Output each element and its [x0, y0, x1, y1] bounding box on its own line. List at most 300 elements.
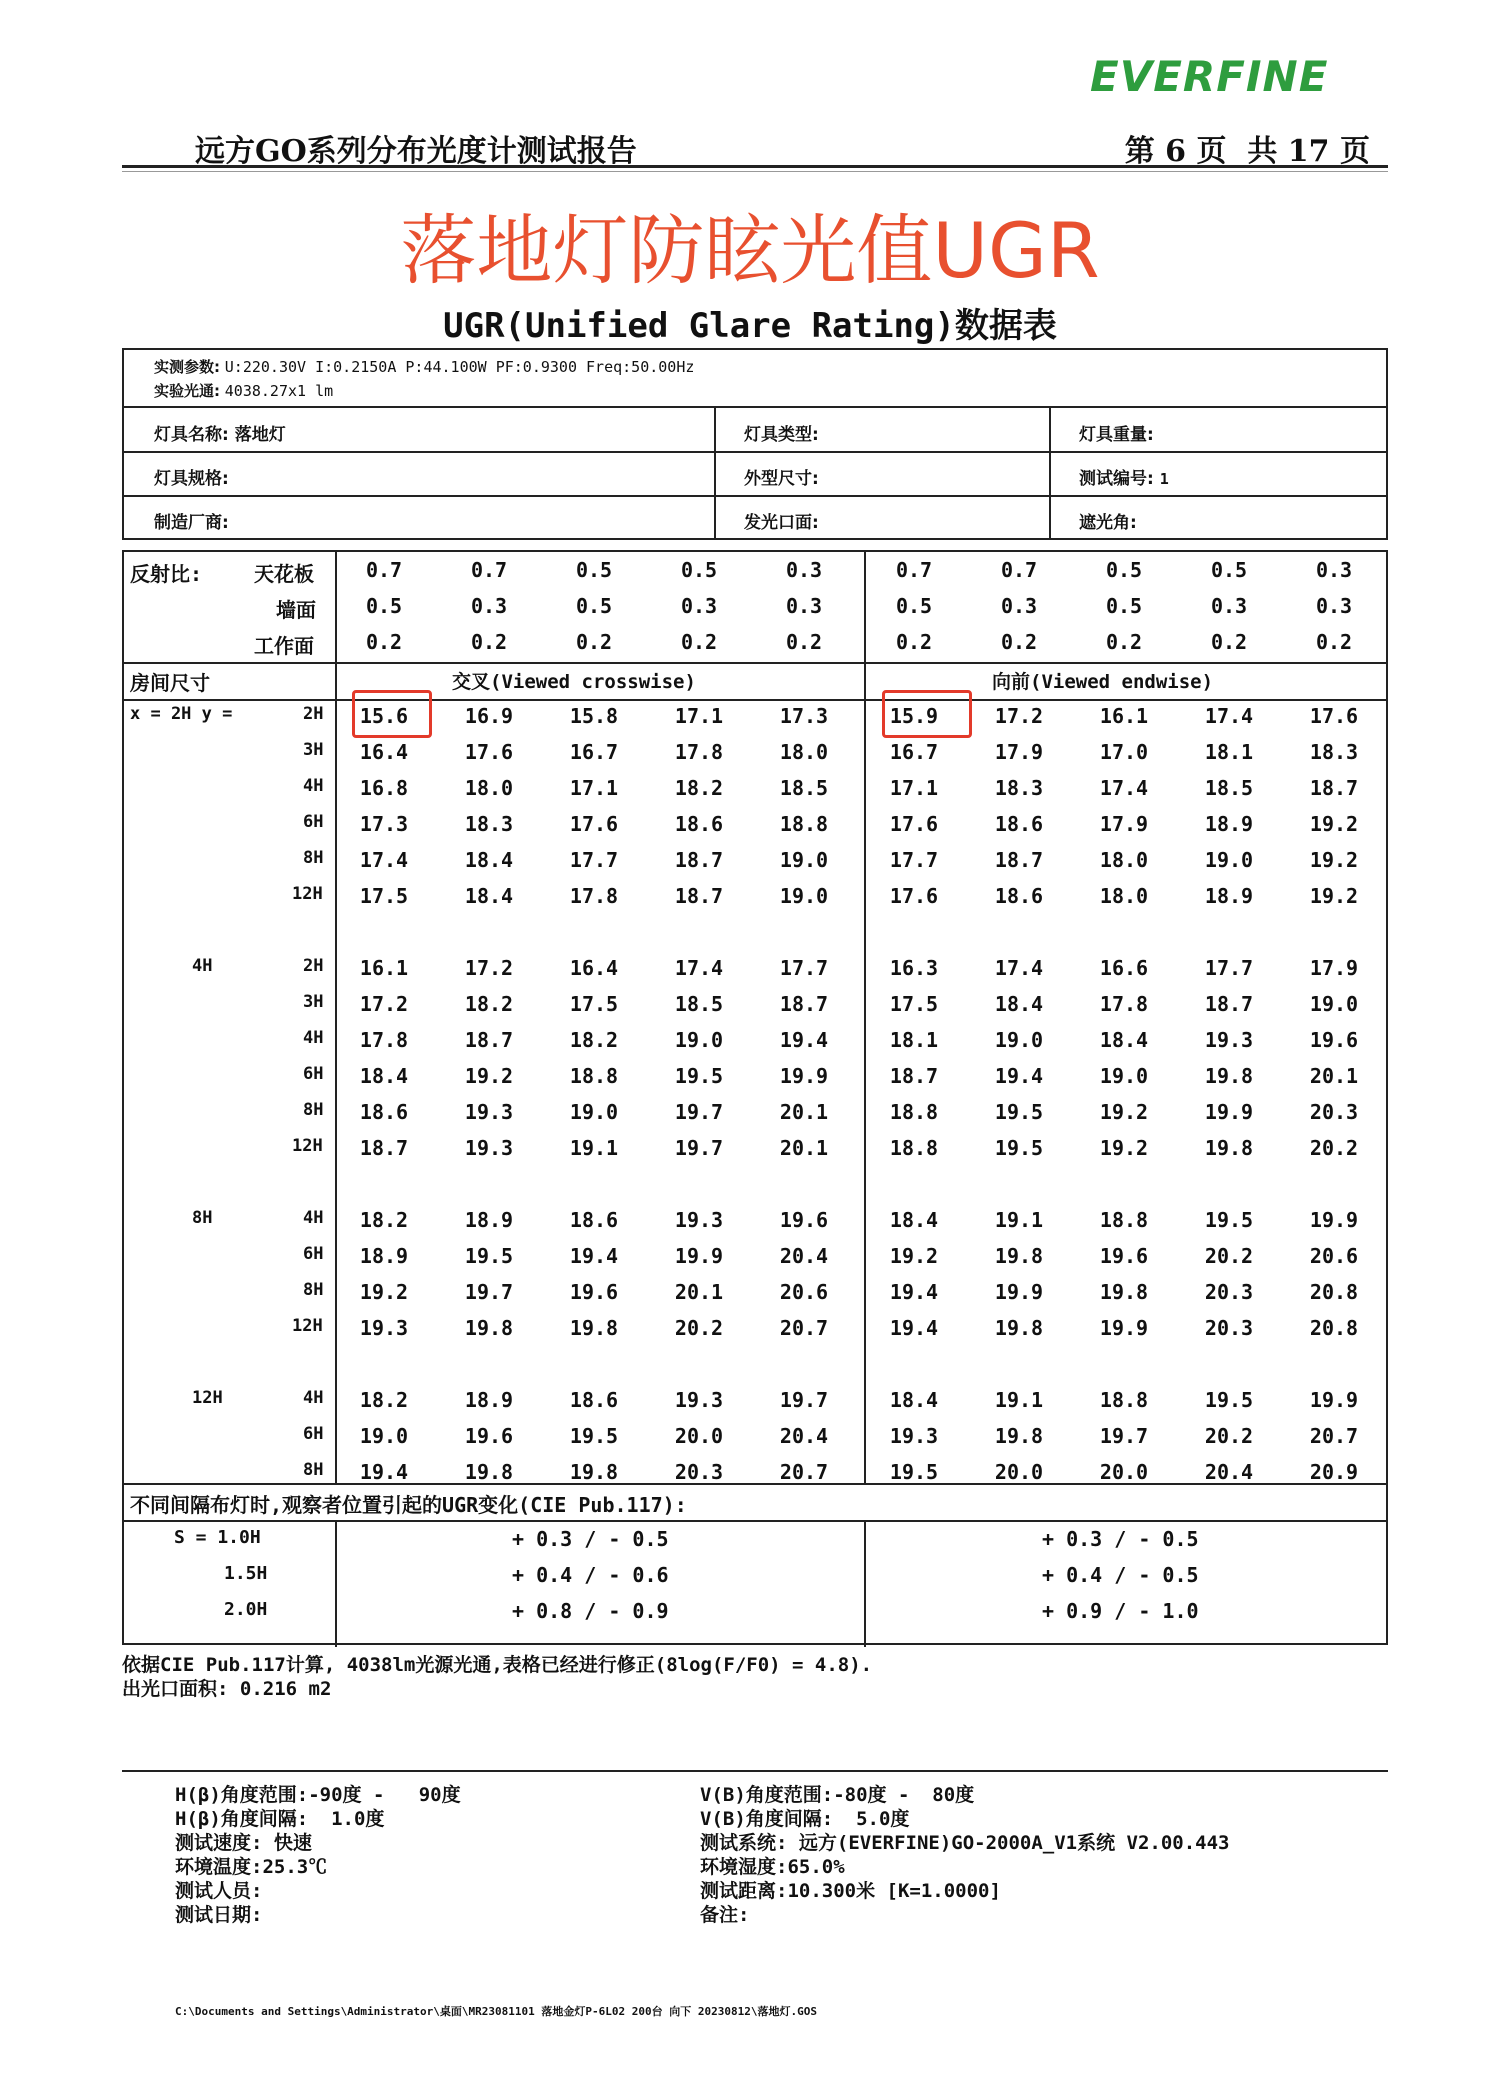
ugr-value: 18.0: [779, 740, 829, 764]
test-info-left: [175, 1783, 461, 1927]
ugr-value: 19.6: [1099, 1244, 1149, 1268]
reflect-label: 反射比:: [130, 562, 203, 586]
ugr-value: 18.3: [464, 812, 514, 836]
ugr-value: 17.5: [359, 884, 409, 908]
ugr-value: 19.8: [569, 1460, 619, 1484]
emit-label: 发光口面:: [744, 513, 819, 533]
ugr-value: 17.4: [674, 956, 724, 980]
ugr-value: 19.2: [1099, 1136, 1149, 1160]
ugr-value: 20.3: [1204, 1280, 1254, 1304]
ugr-value: 18.4: [464, 848, 514, 872]
ugr-value: 19.0: [1204, 848, 1254, 872]
ugr-value: 19.9: [1204, 1100, 1254, 1124]
ugr-value: 19.2: [889, 1244, 939, 1268]
ugr-value: 19.8: [994, 1244, 1044, 1268]
ugr-value: 18.2: [359, 1208, 409, 1232]
ugr-value: 17.7: [1204, 956, 1254, 980]
spacing-label: 2.0H: [224, 1599, 268, 1620]
ugr-value: 19.6: [779, 1208, 829, 1232]
ugr-value: 19.5: [464, 1244, 514, 1268]
ugr-value: 19.8: [464, 1316, 514, 1340]
ugr-value: 18.0: [1099, 848, 1149, 872]
ugr-value: 19.7: [1099, 1424, 1149, 1448]
ugr-value: 19.9: [1309, 1388, 1359, 1412]
ugr-value: 20.4: [779, 1244, 829, 1268]
ugr-value: 16.1: [1099, 704, 1149, 728]
test-info-item: 测试速度: 快速: [175, 1832, 312, 1854]
ugr-value: 18.9: [359, 1244, 409, 1268]
ugr-value: 19.8: [1204, 1064, 1254, 1088]
ugr-value: 20.6: [1309, 1244, 1359, 1268]
ugr-value: 19.0: [1309, 992, 1359, 1016]
ugr-value: 18.7: [994, 848, 1044, 872]
params-value-1: U:220.30V I:0.2150A P:44.100W PF:0.9300 Freq:50.00Hz: [224, 358, 695, 376]
ugr-value: 16.1: [359, 956, 409, 980]
spacing-crosswise: + 0.4 / - 0.6: [512, 1563, 669, 1587]
ugr-value: 16.8: [359, 776, 409, 800]
ugr-value: 15.9: [889, 704, 939, 728]
weight-label: 灯具重量:: [1079, 425, 1154, 445]
ugr-value: 17.3: [359, 812, 409, 836]
test-info-item: 环境湿度:65.0%: [700, 1856, 845, 1878]
ugr-value: 18.6: [569, 1208, 619, 1232]
ugr-value: 18.0: [1099, 884, 1149, 908]
ugr-value: 16.6: [1099, 956, 1149, 980]
highlight-endwise-box: [882, 690, 972, 738]
reflect-value: 0.5: [1105, 558, 1143, 582]
test-info-item: 测试人员:: [175, 1880, 263, 1902]
ugr-value: 19.8: [994, 1424, 1044, 1448]
reflect-value: 0.2: [1315, 630, 1353, 654]
params-value-2: 4038.27x1 lm: [224, 382, 334, 400]
ugr-value: 18.7: [889, 1064, 939, 1088]
ugr-value: 18.0: [464, 776, 514, 800]
ugr-value: 18.8: [889, 1100, 939, 1124]
ugr-value: 17.4: [359, 848, 409, 872]
ugr-value: 18.2: [359, 1388, 409, 1412]
endwise-label: 向前(Viewed endwise): [992, 671, 1214, 693]
reflect-row-label: 天花板: [254, 562, 314, 586]
x-size-label: 4H: [192, 956, 213, 976]
ugr-value: 20.9: [1309, 1460, 1359, 1484]
ugr-value: 18.9: [464, 1208, 514, 1232]
ugr-value: 18.7: [674, 884, 724, 908]
reflect-value: 0.3: [680, 594, 718, 618]
ugr-value: 19.0: [359, 1424, 409, 1448]
ugr-value: 17.4: [1099, 776, 1149, 800]
y-size-label: 4H: [303, 776, 324, 796]
spacing-crosswise: + 0.8 / - 0.9: [512, 1599, 669, 1623]
ugr-value: 17.9: [1099, 812, 1149, 836]
ugr-value: 18.7: [779, 992, 829, 1016]
highlight-crosswise-box: [352, 690, 432, 738]
everfine-logo: EVERFINE: [1090, 52, 1329, 101]
ugr-value: 17.6: [464, 740, 514, 764]
ugr-value: 20.0: [1099, 1460, 1149, 1484]
spacing-endwise: + 0.9 / - 1.0: [1042, 1599, 1199, 1623]
ugr-value: 19.8: [569, 1316, 619, 1340]
ugr-value: 16.4: [359, 740, 409, 764]
ugr-value: 18.6: [994, 812, 1044, 836]
ugr-value: 19.5: [674, 1064, 724, 1088]
ugr-value: 19.2: [464, 1064, 514, 1088]
y-size-label: 8H: [303, 1280, 324, 1300]
section-divider: [864, 552, 866, 1483]
ugr-value: 20.2: [1309, 1136, 1359, 1160]
ugr-value: 20.0: [674, 1424, 724, 1448]
ugr-value: 18.4: [359, 1064, 409, 1088]
spec-label: 灯具规格:: [154, 469, 229, 489]
reflect-value: 0.2: [785, 630, 823, 654]
ugr-value: 17.2: [359, 992, 409, 1016]
test-info-item: H(β)角度范围:-90度 - 90度: [175, 1784, 461, 1806]
y-size-label: 3H: [303, 740, 324, 760]
y-size-label: 2H: [303, 956, 324, 976]
x-size-label: 8H: [192, 1208, 213, 1228]
ugr-value: 19.5: [889, 1460, 939, 1484]
ugr-value: 17.2: [994, 704, 1044, 728]
test-info-item: 测试系统: 远方(EVERFINE)GO-2000A_V1系统 V2.00.443: [700, 1832, 1230, 1854]
ugr-value: 15.6: [359, 704, 409, 728]
spacing-endwise: + 0.4 / - 0.5: [1042, 1563, 1199, 1587]
reflect-value: 0.7: [1000, 558, 1038, 582]
ugr-value: 18.9: [1204, 884, 1254, 908]
ugr-value: 19.3: [359, 1316, 409, 1340]
ugr-value: 19.3: [674, 1208, 724, 1232]
ugr-value: 19.4: [889, 1280, 939, 1304]
ugr-value: 18.7: [359, 1136, 409, 1160]
ugr-value: 19.1: [994, 1208, 1044, 1232]
x-size-label: 12H: [192, 1388, 223, 1408]
ugr-value: 18.6: [359, 1100, 409, 1124]
reflect-row-label: 工作面: [254, 634, 314, 658]
ugr-value: 18.4: [1099, 1028, 1149, 1052]
ugr-value: 17.6: [1309, 704, 1359, 728]
ugr-value: 19.0: [569, 1100, 619, 1124]
ugr-value: 19.9: [674, 1244, 724, 1268]
ugr-value: 18.2: [674, 776, 724, 800]
reflect-value: 0.2: [575, 630, 613, 654]
ugr-value: 19.2: [1099, 1100, 1149, 1124]
calc-note-2: 出光口面积: 0.216 m2: [122, 1678, 332, 1700]
ugr-value: 19.8: [1099, 1280, 1149, 1304]
ugr-value: 20.6: [779, 1280, 829, 1304]
ugr-value: 19.3: [674, 1388, 724, 1412]
reflect-value: 0.3: [785, 594, 823, 618]
ugr-value: 17.5: [569, 992, 619, 1016]
y-size-label: 12H: [292, 1136, 323, 1156]
ugr-value: 18.7: [674, 848, 724, 872]
ugr-value: 19.0: [1099, 1064, 1149, 1088]
ugr-value: 17.3: [779, 704, 829, 728]
ugr-value: 17.8: [569, 884, 619, 908]
ugr-value: 18.8: [889, 1136, 939, 1160]
reflect-value: 0.7: [470, 558, 508, 582]
ugr-value: 17.9: [994, 740, 1044, 764]
ugr-value: 20.1: [674, 1280, 724, 1304]
ugr-value: 19.3: [889, 1424, 939, 1448]
ugr-value: 19.4: [994, 1064, 1044, 1088]
reflect-value: 0.3: [1315, 558, 1353, 582]
ugr-value: 18.1: [1204, 740, 1254, 764]
ugr-value: 18.9: [1204, 812, 1254, 836]
spacing-label: S = 1.0H: [174, 1527, 261, 1548]
ugr-value: 19.2: [1309, 812, 1359, 836]
y-size-label: 6H: [303, 1064, 324, 1084]
ugr-value: 16.7: [889, 740, 939, 764]
y-size-label: 12H: [292, 1316, 323, 1336]
ugr-value: 16.4: [569, 956, 619, 980]
reflect-value: 0.3: [785, 558, 823, 582]
params-label-2: 实验光通:: [154, 382, 220, 400]
ugr-value: 17.6: [569, 812, 619, 836]
ugr-value: 17.7: [569, 848, 619, 872]
reflect-value: 0.2: [680, 630, 718, 654]
ugr-value: 17.7: [889, 848, 939, 872]
ugr-value: 20.7: [779, 1460, 829, 1484]
ugr-value: 17.4: [994, 956, 1044, 980]
ugr-value: 19.9: [1309, 1208, 1359, 1232]
reflect-value: 0.2: [470, 630, 508, 654]
x-size-label: x = 2H y =: [130, 704, 233, 724]
ugr-value: 18.7: [1309, 776, 1359, 800]
spacing-title: 不同间隔布灯时,观察者位置引起的UGR变化(CIE Pub.117):: [130, 1493, 687, 1517]
ugr-value: 19.3: [1204, 1028, 1254, 1052]
ugr-value: 19.8: [994, 1316, 1044, 1340]
size-label: 外型尺寸:: [744, 469, 819, 489]
ugr-value: 16.7: [569, 740, 619, 764]
ugr-value: 18.8: [1099, 1208, 1149, 1232]
y-size-label: 6H: [303, 1424, 324, 1444]
ugr-value: 19.8: [464, 1460, 514, 1484]
ugr-value: 18.8: [1099, 1388, 1149, 1412]
y-size-label: 8H: [303, 1100, 324, 1120]
ugr-value: 18.2: [569, 1028, 619, 1052]
ugr-value: 18.6: [674, 812, 724, 836]
reflect-value: 0.5: [365, 594, 403, 618]
ugr-value: 20.1: [779, 1136, 829, 1160]
ugr-value: 19.9: [994, 1280, 1044, 1304]
reflect-value: 0.5: [680, 558, 718, 582]
info-grid: [122, 406, 1388, 540]
y-size-label: 4H: [303, 1208, 324, 1228]
testno-label: 测试编号:: [1079, 469, 1154, 489]
test-info-item: 测试日期:: [175, 1904, 263, 1926]
y-size-label: 8H: [303, 848, 324, 868]
ugr-value: 20.8: [1309, 1280, 1359, 1304]
ugr-value: 18.5: [1204, 776, 1254, 800]
ugr-value: 19.1: [994, 1388, 1044, 1412]
ugr-value: 17.1: [674, 704, 724, 728]
ugr-value: 16.3: [889, 956, 939, 980]
ugr-value: 19.0: [674, 1028, 724, 1052]
reflect-value: 0.5: [1105, 594, 1143, 618]
ugr-value: 20.0: [994, 1460, 1044, 1484]
y-size-label: 2H: [303, 704, 324, 724]
spacing-label: 1.5H: [224, 1563, 268, 1584]
spacing-crosswise: + 0.3 / - 0.5: [512, 1527, 669, 1551]
ugr-value: 19.7: [674, 1136, 724, 1160]
ugr-value: 18.3: [994, 776, 1044, 800]
shield-label: 遮光角:: [1079, 513, 1137, 533]
ugr-value: 19.9: [1099, 1316, 1149, 1340]
ugr-value: 18.4: [994, 992, 1044, 1016]
reflect-value: 0.3: [470, 594, 508, 618]
y-size-label: 6H: [303, 1244, 324, 1264]
ugr-table: [122, 550, 1388, 1645]
spacing-endwise: + 0.3 / - 0.5: [1042, 1527, 1199, 1551]
ugr-value: 17.5: [889, 992, 939, 1016]
ugr-value: 17.8: [1099, 992, 1149, 1016]
ugr-value: 16.9: [464, 704, 514, 728]
test-info-right: [700, 1783, 1230, 1927]
ugr-value: 19.4: [779, 1028, 829, 1052]
test-info-item: 环境温度:25.3℃: [175, 1856, 328, 1878]
y-size-label: 3H: [303, 992, 324, 1012]
ugr-value: 20.3: [1309, 1100, 1359, 1124]
ugr-value: 19.0: [779, 884, 829, 908]
ugr-value: 18.3: [1309, 740, 1359, 764]
reflect-value: 0.5: [575, 594, 613, 618]
ugr-value: 17.6: [889, 884, 939, 908]
reflect-value: 0.2: [1210, 630, 1248, 654]
ugr-value: 20.7: [1309, 1424, 1359, 1448]
file-path: C:\Documents and Settings\Administrator\桌面\MR23081101 落地金灯P-6L02 200台 向下 20230812\落地灯.GOS: [175, 2005, 817, 2018]
ugr-value: 18.1: [889, 1028, 939, 1052]
ugr-value: 20.7: [779, 1316, 829, 1340]
reflect-value: 0.3: [1210, 594, 1248, 618]
ugr-value: 20.2: [1204, 1424, 1254, 1448]
ugr-value: 19.5: [1204, 1388, 1254, 1412]
header-rule-thin: [122, 171, 1388, 172]
ugr-value: 19.5: [994, 1100, 1044, 1124]
ugr-value: 18.4: [464, 884, 514, 908]
name-label: 灯具名称:: [154, 425, 229, 445]
overlay-title: 落地灯防眩光值UGR: [400, 206, 1100, 295]
reflect-value: 0.2: [1000, 630, 1038, 654]
ugr-value: 19.3: [464, 1100, 514, 1124]
y-size-label: 12H: [292, 884, 323, 904]
ugr-value: 18.5: [779, 776, 829, 800]
ugr-value: 18.8: [779, 812, 829, 836]
ugr-value: 18.8: [569, 1064, 619, 1088]
ugr-value: 19.9: [779, 1064, 829, 1088]
ugr-value: 20.3: [1204, 1316, 1254, 1340]
reflect-value: 0.7: [365, 558, 403, 582]
ugr-value: 20.2: [674, 1316, 724, 1340]
ugr-value: 18.6: [569, 1388, 619, 1412]
ugr-value: 15.8: [569, 704, 619, 728]
ugr-value: 17.8: [674, 740, 724, 764]
test-info-item: H(β)角度间隔: 1.0度: [175, 1808, 385, 1830]
reflect-value: 0.7: [895, 558, 933, 582]
ugr-value: 19.4: [569, 1244, 619, 1268]
ugr-value: 18.7: [1204, 992, 1254, 1016]
ugr-value: 19.2: [1309, 848, 1359, 872]
report-title: 远方GO系列分布光度计测试报告: [195, 134, 637, 169]
name-value: 落地灯: [234, 425, 286, 445]
ugr-value: 17.2: [464, 956, 514, 980]
test-info-item: V(B)角度范围:-80度 - 80度: [700, 1784, 975, 1806]
test-info-item: 测试距离:10.300米 [K=1.0000]: [700, 1880, 1001, 1902]
ugr-value: 17.0: [1099, 740, 1149, 764]
header-rule: [122, 165, 1388, 168]
ugr-value: 19.2: [359, 1280, 409, 1304]
ugr-value: 17.8: [359, 1028, 409, 1052]
test-info-item: 备注:: [700, 1904, 750, 1926]
reflect-value: 0.3: [1000, 594, 1038, 618]
params-box: [122, 348, 1388, 408]
ugr-value: 18.7: [464, 1028, 514, 1052]
ugr-value: 19.7: [779, 1388, 829, 1412]
ugr-value: 19.7: [464, 1280, 514, 1304]
ugr-value: 19.4: [359, 1460, 409, 1484]
ugr-value: 19.0: [994, 1028, 1044, 1052]
ugr-value: 20.2: [1204, 1244, 1254, 1268]
ugr-value: 18.5: [674, 992, 724, 1016]
ugr-value: 17.1: [889, 776, 939, 800]
ugr-value: 20.1: [779, 1100, 829, 1124]
ugr-value: 19.7: [674, 1100, 724, 1124]
ugr-value: 20.8: [1309, 1316, 1359, 1340]
ugr-value: 19.5: [994, 1136, 1044, 1160]
ugr-value: 17.9: [1309, 956, 1359, 980]
crosswise-label: 交叉(Viewed crosswise): [452, 671, 696, 693]
ugr-value: 20.4: [779, 1424, 829, 1448]
ugr-value: 19.0: [779, 848, 829, 872]
y-size-label: 8H: [303, 1460, 324, 1480]
test-info-item: V(B)角度间隔: 5.0度: [700, 1808, 910, 1830]
ugr-value: 19.4: [889, 1316, 939, 1340]
type-label: 灯具类型:: [744, 425, 819, 445]
ugr-value: 17.7: [779, 956, 829, 980]
reflect-value: 0.3: [1315, 594, 1353, 618]
testno-value: 1: [1159, 470, 1169, 488]
ugr-value: 18.4: [889, 1388, 939, 1412]
reflect-row-label: 墙面: [276, 598, 316, 622]
ugr-value: 19.6: [1309, 1028, 1359, 1052]
ugr-value: 17.1: [569, 776, 619, 800]
ugr-value: 17.6: [889, 812, 939, 836]
ugr-value: 18.9: [464, 1388, 514, 1412]
ugr-value: 18.6: [994, 884, 1044, 908]
ugr-value: 19.5: [569, 1424, 619, 1448]
ugr-value: 19.6: [464, 1424, 514, 1448]
reflect-value: 0.2: [895, 630, 933, 654]
y-size-label: 4H: [303, 1028, 324, 1048]
calc-note-1: 依据CIE Pub.117计算, 4038lm光源光通,表格已经进行修正(8log(F/F0) = 4.8).: [122, 1654, 873, 1676]
reflect-value: 0.5: [575, 558, 613, 582]
params-label-1: 实测参数:: [154, 358, 220, 376]
maker-label: 制造厂商:: [154, 513, 229, 533]
ugr-value: 17.4: [1204, 704, 1254, 728]
ugr-value: 18.2: [464, 992, 514, 1016]
ugr-value: 20.3: [674, 1460, 724, 1484]
ugr-value: 20.4: [1204, 1460, 1254, 1484]
ugr-value: 19.2: [1309, 884, 1359, 908]
ugr-value: 19.6: [569, 1280, 619, 1304]
ugr-value: 20.1: [1309, 1064, 1359, 1088]
footer-rule: [122, 1770, 1388, 1772]
table-subtitle: UGR(Unified Glare Rating)数据表: [443, 306, 1057, 346]
page-info: 第 6 页 共 17 页: [1124, 134, 1370, 169]
calc-notes: [122, 1653, 872, 1701]
reflect-value: 0.2: [1105, 630, 1143, 654]
reflect-value: 0.5: [1210, 558, 1248, 582]
y-size-label: 4H: [303, 1388, 324, 1408]
ugr-value: 18.4: [889, 1208, 939, 1232]
ugr-value: 19.3: [464, 1136, 514, 1160]
